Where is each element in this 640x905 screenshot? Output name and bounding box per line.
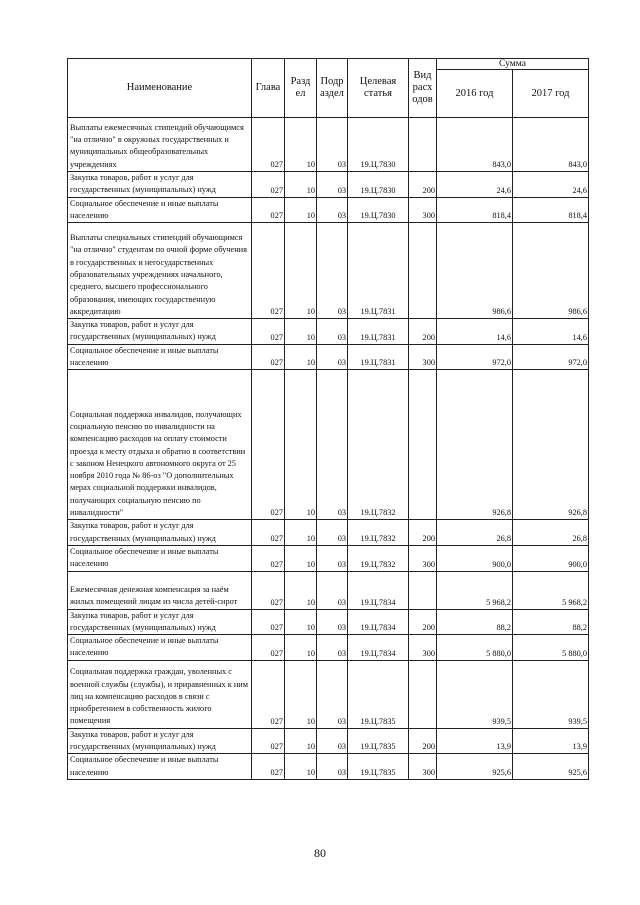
table-row xyxy=(68,660,589,728)
header-podrazdel: Подр аздел xyxy=(317,59,348,118)
row-sum-2017: 14,6 xyxy=(513,319,589,345)
row-vid xyxy=(409,223,437,319)
row-name: Социальная поддержка граждан, уволенных с военной службы (службы), и приравненных к ним лиц на компенсацию расходов в связи с приобретением в собственность жилого помещения xyxy=(68,660,252,728)
page-number: 80 xyxy=(314,846,326,860)
row-razdel: 10 xyxy=(285,223,317,319)
row-podrazdel: 03 xyxy=(317,319,348,345)
row-glava: 027 xyxy=(252,545,285,571)
row-razdel: 10 xyxy=(285,319,317,345)
row-sum-2017: 843,0 xyxy=(513,118,589,172)
row-name: Социальная поддержка инвалидов, получающих социальную пенсию по инвалидности на компенсацию расходов на оплату стоимости проезда к месту отдыха и обратно в соответствии с законом Ненецкого автономного округа от 25 ноября 2010 года № 86-оз "О дополнительных мерах социальной поддержки инвалидов, получающих социальную пенсию по инвалидности" xyxy=(68,370,252,520)
header-sum: Сумма xyxy=(437,59,589,70)
budget-table xyxy=(67,58,589,780)
row-sum-2016: 925,6 xyxy=(437,754,513,780)
table-row xyxy=(68,118,589,172)
row-article: 19.Ц.7834 xyxy=(348,571,409,609)
table-row xyxy=(68,223,589,319)
row-vid: 300 xyxy=(409,344,437,370)
row-podrazdel: 03 xyxy=(317,197,348,223)
table-row xyxy=(68,609,589,635)
table-row xyxy=(68,754,589,780)
table-row xyxy=(68,344,589,370)
row-razdel: 10 xyxy=(285,635,317,661)
table-row xyxy=(68,319,589,345)
row-article: 19.Ц.7835 xyxy=(348,660,409,728)
row-vid xyxy=(409,571,437,609)
row-razdel: 10 xyxy=(285,660,317,728)
row-vid: 300 xyxy=(409,635,437,661)
row-sum-2017: 939,5 xyxy=(513,660,589,728)
header-vid: Вид расх одов xyxy=(409,59,437,118)
table-body xyxy=(68,118,589,780)
row-sum-2016: 13,9 xyxy=(437,728,513,754)
table-row xyxy=(68,545,589,571)
row-razdel: 10 xyxy=(285,520,317,546)
row-sum-2016: 26,8 xyxy=(437,520,513,546)
row-name: Социальное обеспечение и иные выплаты населению xyxy=(68,635,252,661)
row-name: Выплаты ежемесячных стипендий обучающимся "на отлично" в окружных государственных и муниципальных общеобразовательных учреждениях xyxy=(68,118,252,172)
row-sum-2016: 986,6 xyxy=(437,223,513,319)
row-article: 19.Ц.7832 xyxy=(348,520,409,546)
row-name: Социальное обеспечение и иные выплаты населению xyxy=(68,344,252,370)
row-sum-2017: 926,8 xyxy=(513,370,589,520)
row-article: 19.Ц.7832 xyxy=(348,370,409,520)
row-glava: 027 xyxy=(252,118,285,172)
row-glava: 027 xyxy=(252,223,285,319)
table-row xyxy=(68,635,589,661)
row-vid: 200 xyxy=(409,319,437,345)
row-podrazdel: 03 xyxy=(317,520,348,546)
row-vid: 300 xyxy=(409,545,437,571)
row-podrazdel: 03 xyxy=(317,754,348,780)
row-glava: 027 xyxy=(252,197,285,223)
row-vid: 200 xyxy=(409,609,437,635)
row-name: Закупка товаров, работ и услуг для государственных (муниципальных) нужд xyxy=(68,172,252,198)
row-glava: 027 xyxy=(252,754,285,780)
row-article: 19.Ц.7832 xyxy=(348,545,409,571)
row-article: 19.Ц.7830 xyxy=(348,197,409,223)
row-sum-2017: 972,0 xyxy=(513,344,589,370)
row-podrazdel: 03 xyxy=(317,635,348,661)
row-name: Закупка товаров, работ и услуг для государственных (муниципальных) нужд xyxy=(68,520,252,546)
row-article: 19.Ц.7835 xyxy=(348,728,409,754)
row-podrazdel: 03 xyxy=(317,571,348,609)
row-name: Социальное обеспечение и иные выплаты населению xyxy=(68,754,252,780)
row-podrazdel: 03 xyxy=(317,370,348,520)
row-sum-2017: 5 968,2 xyxy=(513,571,589,609)
row-sum-2016: 14,6 xyxy=(437,319,513,345)
row-glava: 027 xyxy=(252,635,285,661)
row-razdel: 10 xyxy=(285,728,317,754)
table-row xyxy=(68,370,589,520)
row-vid: 200 xyxy=(409,728,437,754)
row-glava: 027 xyxy=(252,520,285,546)
row-glava: 027 xyxy=(252,172,285,198)
table-header xyxy=(68,59,589,118)
header-razdel: Разд ел xyxy=(285,59,317,118)
row-sum-2016: 926,8 xyxy=(437,370,513,520)
row-name: Социальное обеспечение и иные выплаты населению xyxy=(68,545,252,571)
table-row xyxy=(68,197,589,223)
row-podrazdel: 03 xyxy=(317,728,348,754)
row-podrazdel: 03 xyxy=(317,172,348,198)
row-glava: 027 xyxy=(252,370,285,520)
table-row xyxy=(68,728,589,754)
row-sum-2016: 24,6 xyxy=(437,172,513,198)
row-sum-2017: 925,6 xyxy=(513,754,589,780)
row-article: 19.Ц.7831 xyxy=(348,319,409,345)
row-razdel: 10 xyxy=(285,172,317,198)
row-podrazdel: 03 xyxy=(317,223,348,319)
row-article: 19.Ц.7830 xyxy=(348,172,409,198)
row-glava: 027 xyxy=(252,571,285,609)
row-article: 19.Ц.7834 xyxy=(348,609,409,635)
row-sum-2016: 5 880,0 xyxy=(437,635,513,661)
row-sum-2017: 88,2 xyxy=(513,609,589,635)
row-vid: 200 xyxy=(409,520,437,546)
row-vid: 300 xyxy=(409,197,437,223)
header-article: Целевая статья xyxy=(348,59,409,118)
row-sum-2017: 818,4 xyxy=(513,197,589,223)
row-podrazdel: 03 xyxy=(317,344,348,370)
row-glava: 027 xyxy=(252,344,285,370)
row-razdel: 10 xyxy=(285,118,317,172)
row-vid: 300 xyxy=(409,754,437,780)
row-glava: 027 xyxy=(252,728,285,754)
row-razdel: 10 xyxy=(285,545,317,571)
row-name: Закупка товаров, работ и услуг для государственных (муниципальных) нужд xyxy=(68,319,252,345)
row-razdel: 10 xyxy=(285,754,317,780)
row-razdel: 10 xyxy=(285,609,317,635)
table-row xyxy=(68,172,589,198)
row-podrazdel: 03 xyxy=(317,609,348,635)
row-vid xyxy=(409,370,437,520)
row-razdel: 10 xyxy=(285,197,317,223)
header-glava: Глава xyxy=(252,59,285,118)
row-sum-2016: 843,0 xyxy=(437,118,513,172)
row-podrazdel: 03 xyxy=(317,118,348,172)
row-podrazdel: 03 xyxy=(317,545,348,571)
table-row xyxy=(68,520,589,546)
row-glava: 027 xyxy=(252,319,285,345)
row-sum-2017: 5 880,0 xyxy=(513,635,589,661)
row-sum-2017: 26,8 xyxy=(513,520,589,546)
row-sum-2016: 939,5 xyxy=(437,660,513,728)
row-podrazdel: 03 xyxy=(317,660,348,728)
row-sum-2016: 818,4 xyxy=(437,197,513,223)
row-name: Закупка товаров, работ и услуг для государственных (муниципальных) нужд xyxy=(68,609,252,635)
row-sum-2017: 13,9 xyxy=(513,728,589,754)
row-sum-2016: 88,2 xyxy=(437,609,513,635)
row-sum-2017: 900,0 xyxy=(513,545,589,571)
row-article: 19.Ц.7831 xyxy=(348,223,409,319)
row-name: Социальное обеспечение и иные выплаты населению xyxy=(68,197,252,223)
row-name: Выплаты специальных стипендий обучающимся "на отлично" студентам по очной форме обучения в государственных и негосударственных образовательных учреждениях начального, среднего, высшего профессионального образования, имеющих государственную аккредитацию xyxy=(68,223,252,319)
row-razdel: 10 xyxy=(285,571,317,609)
row-article: 19.Ц.7831 xyxy=(348,344,409,370)
row-sum-2016: 972,0 xyxy=(437,344,513,370)
row-glava: 027 xyxy=(252,609,285,635)
row-sum-2017: 986,6 xyxy=(513,223,589,319)
row-glava: 027 xyxy=(252,660,285,728)
header-name: Наименование xyxy=(68,59,252,118)
row-sum-2017: 24,6 xyxy=(513,172,589,198)
row-sum-2016: 900,0 xyxy=(437,545,513,571)
row-name: Закупка товаров, работ и услуг для государственных (муниципальных) нужд xyxy=(68,728,252,754)
row-razdel: 10 xyxy=(285,344,317,370)
row-article: 19.Ц.7830 xyxy=(348,118,409,172)
table-row xyxy=(68,571,589,609)
row-vid xyxy=(409,660,437,728)
row-article: 19.Ц.7835 xyxy=(348,754,409,780)
row-vid xyxy=(409,118,437,172)
header-2017: 2017 год xyxy=(513,70,589,118)
row-razdel: 10 xyxy=(285,370,317,520)
row-vid: 200 xyxy=(409,172,437,198)
row-name: Ежемесячная денежная компенсация за наём жилых помещений лицам из числа детей-сирот xyxy=(68,571,252,609)
header-2016: 2016 год xyxy=(437,70,513,118)
row-sum-2016: 5 968,2 xyxy=(437,571,513,609)
row-article: 19.Ц.7834 xyxy=(348,635,409,661)
